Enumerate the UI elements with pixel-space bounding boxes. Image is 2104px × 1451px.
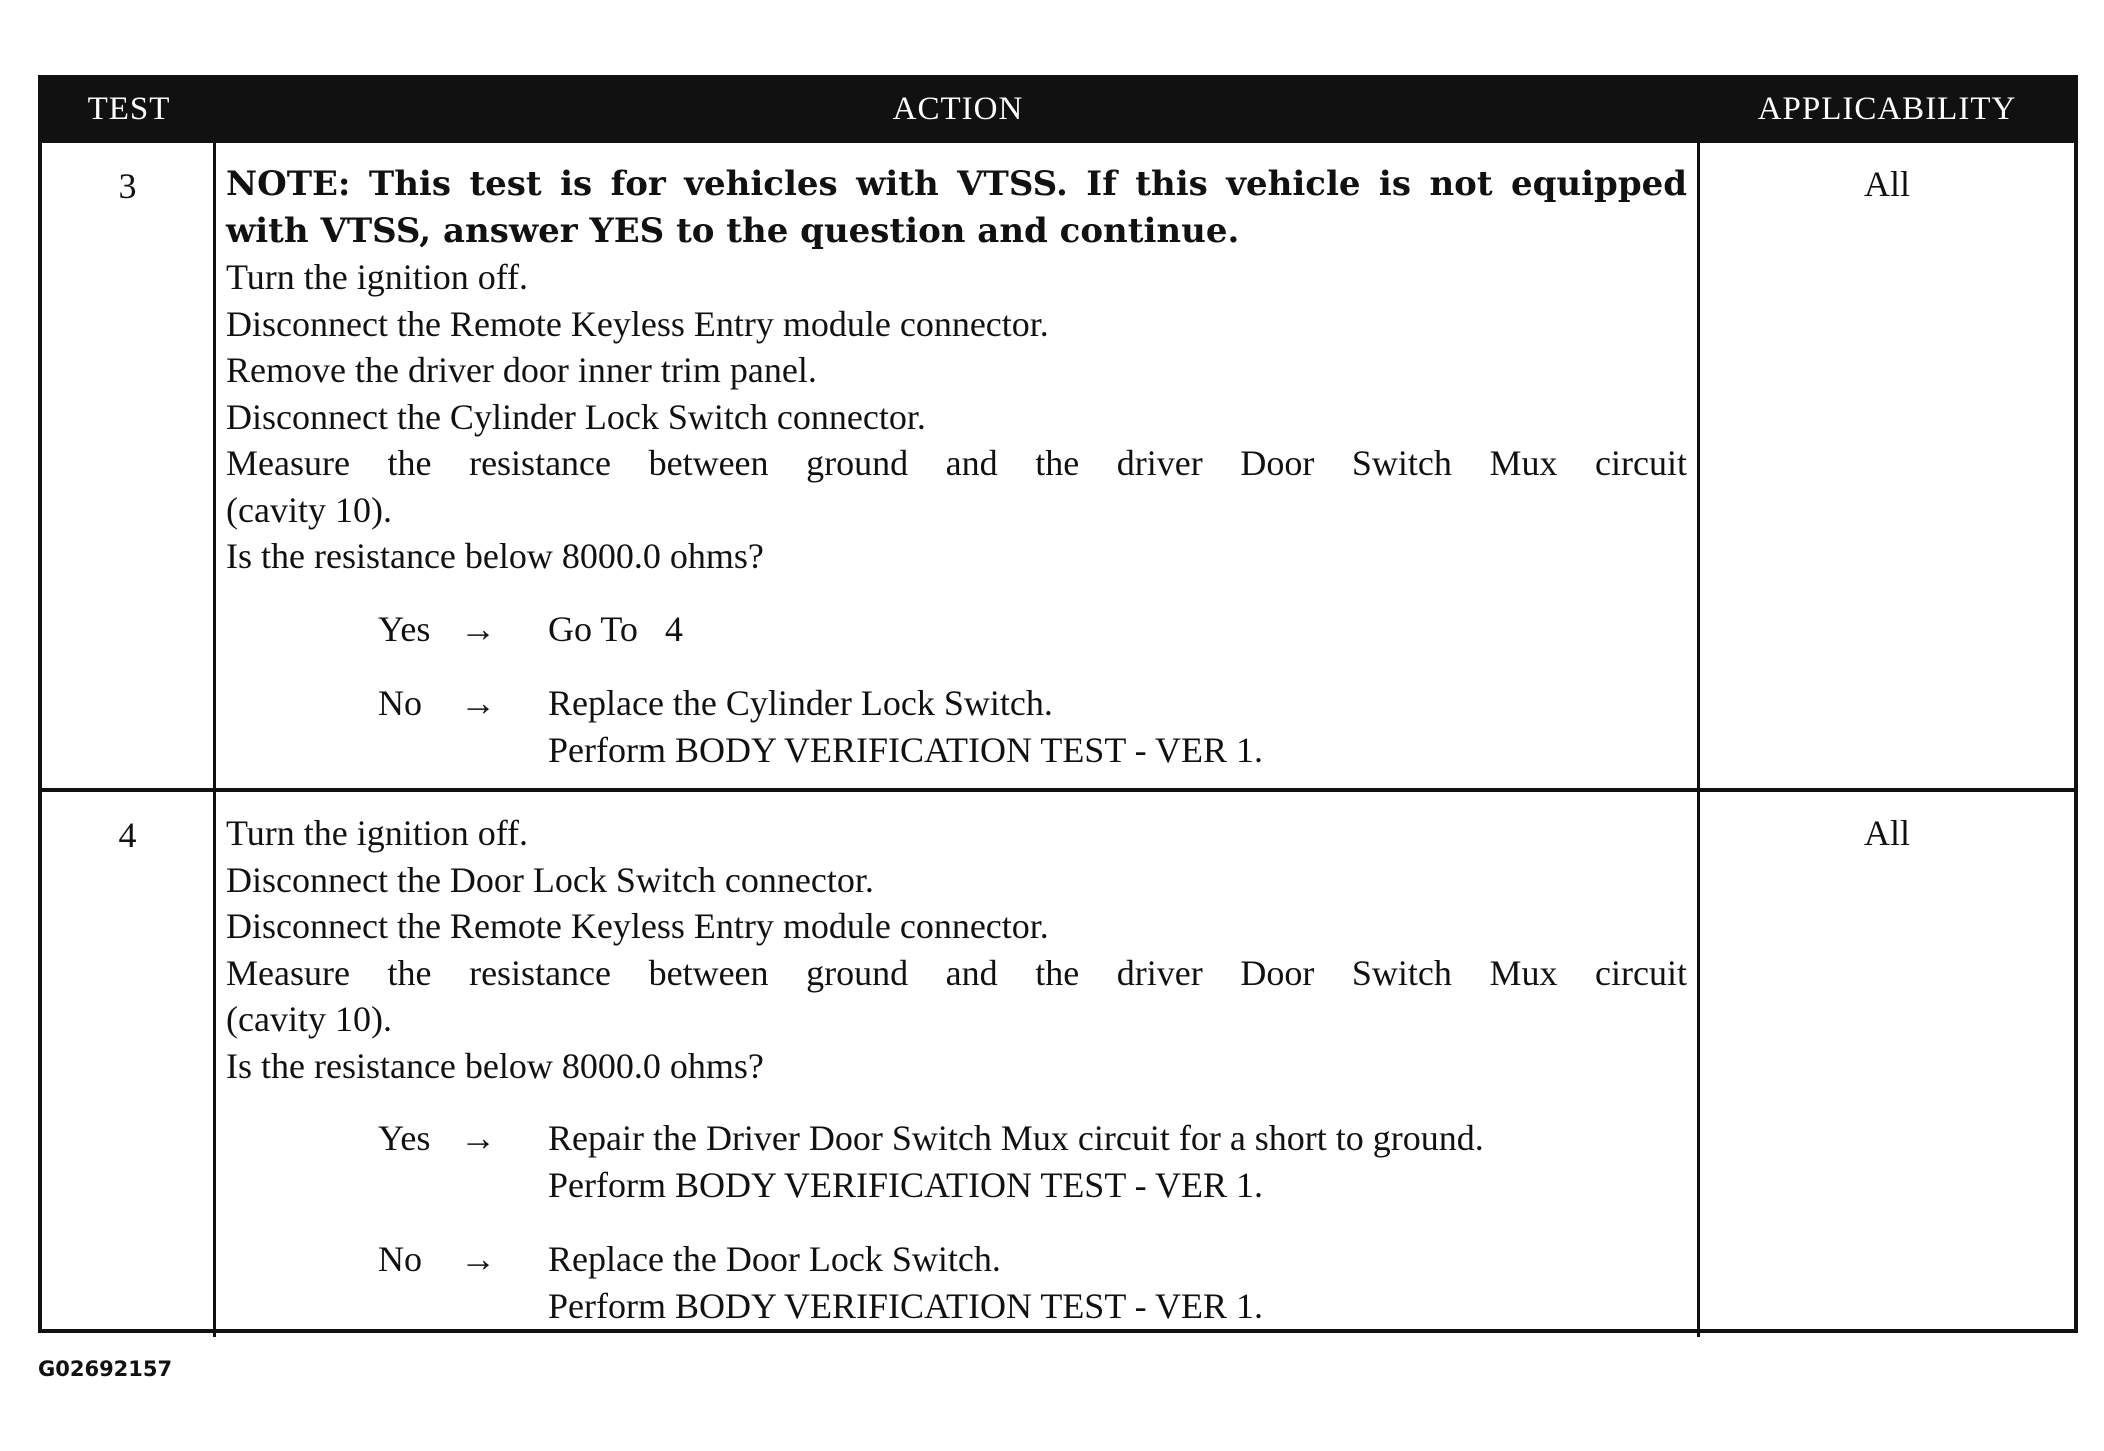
figure-id: G02692157: [38, 1357, 173, 1381]
question-line: Is the resistance below 8000.0 ohms?: [226, 536, 764, 576]
answer-no: [378, 1236, 1687, 1329]
table-row: [42, 788, 2074, 1337]
arrow-icon: →: [460, 1118, 496, 1158]
answer-body: [548, 680, 1263, 773]
answer-label: Yes: [378, 1118, 431, 1158]
table-header: [42, 79, 2074, 139]
answer-line: Go To 4: [548, 608, 683, 649]
step-line: Disconnect the Remote Keyless Entry module connector.: [226, 303, 1049, 344]
header-action: ACTION: [892, 90, 1024, 127]
test-number: 4: [42, 792, 216, 1337]
answer-line: Perform BODY VERIFICATION TEST - VER 1.: [548, 729, 1264, 770]
answer-list: [226, 606, 1687, 774]
arrow-icon: →: [460, 608, 496, 649]
header-test: TEST: [87, 90, 171, 127]
answer-no: [378, 680, 1687, 773]
applicability-cell: All: [1863, 813, 1910, 853]
question-line: Is the resistance below 8000.0 ohms?: [226, 1045, 764, 1086]
applicability-cell: All: [1863, 164, 1910, 204]
answer-list: [226, 1115, 1687, 1329]
answer-yes: [378, 606, 1687, 653]
action-cell: [216, 143, 1700, 788]
step-line: Disconnect the Door Lock Switch connector.: [226, 859, 874, 900]
arrow-icon: →: [460, 683, 496, 723]
step-line: Disconnect the Remote Keyless Entry module connector.: [226, 906, 1049, 946]
step-line: Measure the resistance between ground and the driver Door Switch Mux circuit: [226, 952, 1687, 993]
answer-line: Replace the Cylinder Lock Switch.: [548, 683, 1053, 723]
step-line: Turn the ignition off.: [226, 257, 529, 297]
table-row: [42, 139, 2074, 788]
test-number: 3: [42, 143, 216, 788]
answer-body: [548, 1115, 1484, 1208]
answer-body: [548, 606, 683, 653]
diagnostic-test-table: [38, 75, 2078, 1333]
step-line: (cavity 10).: [226, 999, 392, 1039]
step-line: Turn the ignition off.: [226, 813, 529, 853]
action-cell: [216, 792, 1700, 1337]
step-line: Measure the resistance between ground and the driver Door Switch Mux circuit: [226, 443, 1687, 483]
step-line: Remove the driver door inner trim panel.: [226, 350, 817, 390]
answer-label: Yes: [378, 608, 431, 649]
step-line: Disconnect the Cylinder Lock Switch connector.: [226, 396, 926, 437]
answer-label: No: [378, 1239, 422, 1279]
answer-body: [548, 1236, 1263, 1329]
arrow-icon: →: [460, 1239, 496, 1279]
answer-label: No: [378, 683, 422, 723]
answer-line: Repair the Driver Door Switch Mux circuit for a short to ground.: [548, 1118, 1484, 1158]
answer-line: Perform BODY VERIFICATION TEST - VER 1.: [548, 1285, 1264, 1326]
answer-line: Replace the Door Lock Switch.: [548, 1239, 1001, 1279]
answer-line: Perform BODY VERIFICATION TEST - VER 1.: [548, 1164, 1264, 1205]
answer-yes: [378, 1115, 1687, 1208]
vtss-note: NOTE: This test is for vehicles with VTSS. If this vehicle is not equipped with VTSS, answer YES to the question and continue.: [226, 164, 1687, 251]
header-applicability: APPLICABILITY: [1757, 90, 2017, 127]
step-line: (cavity 10).: [226, 489, 392, 530]
